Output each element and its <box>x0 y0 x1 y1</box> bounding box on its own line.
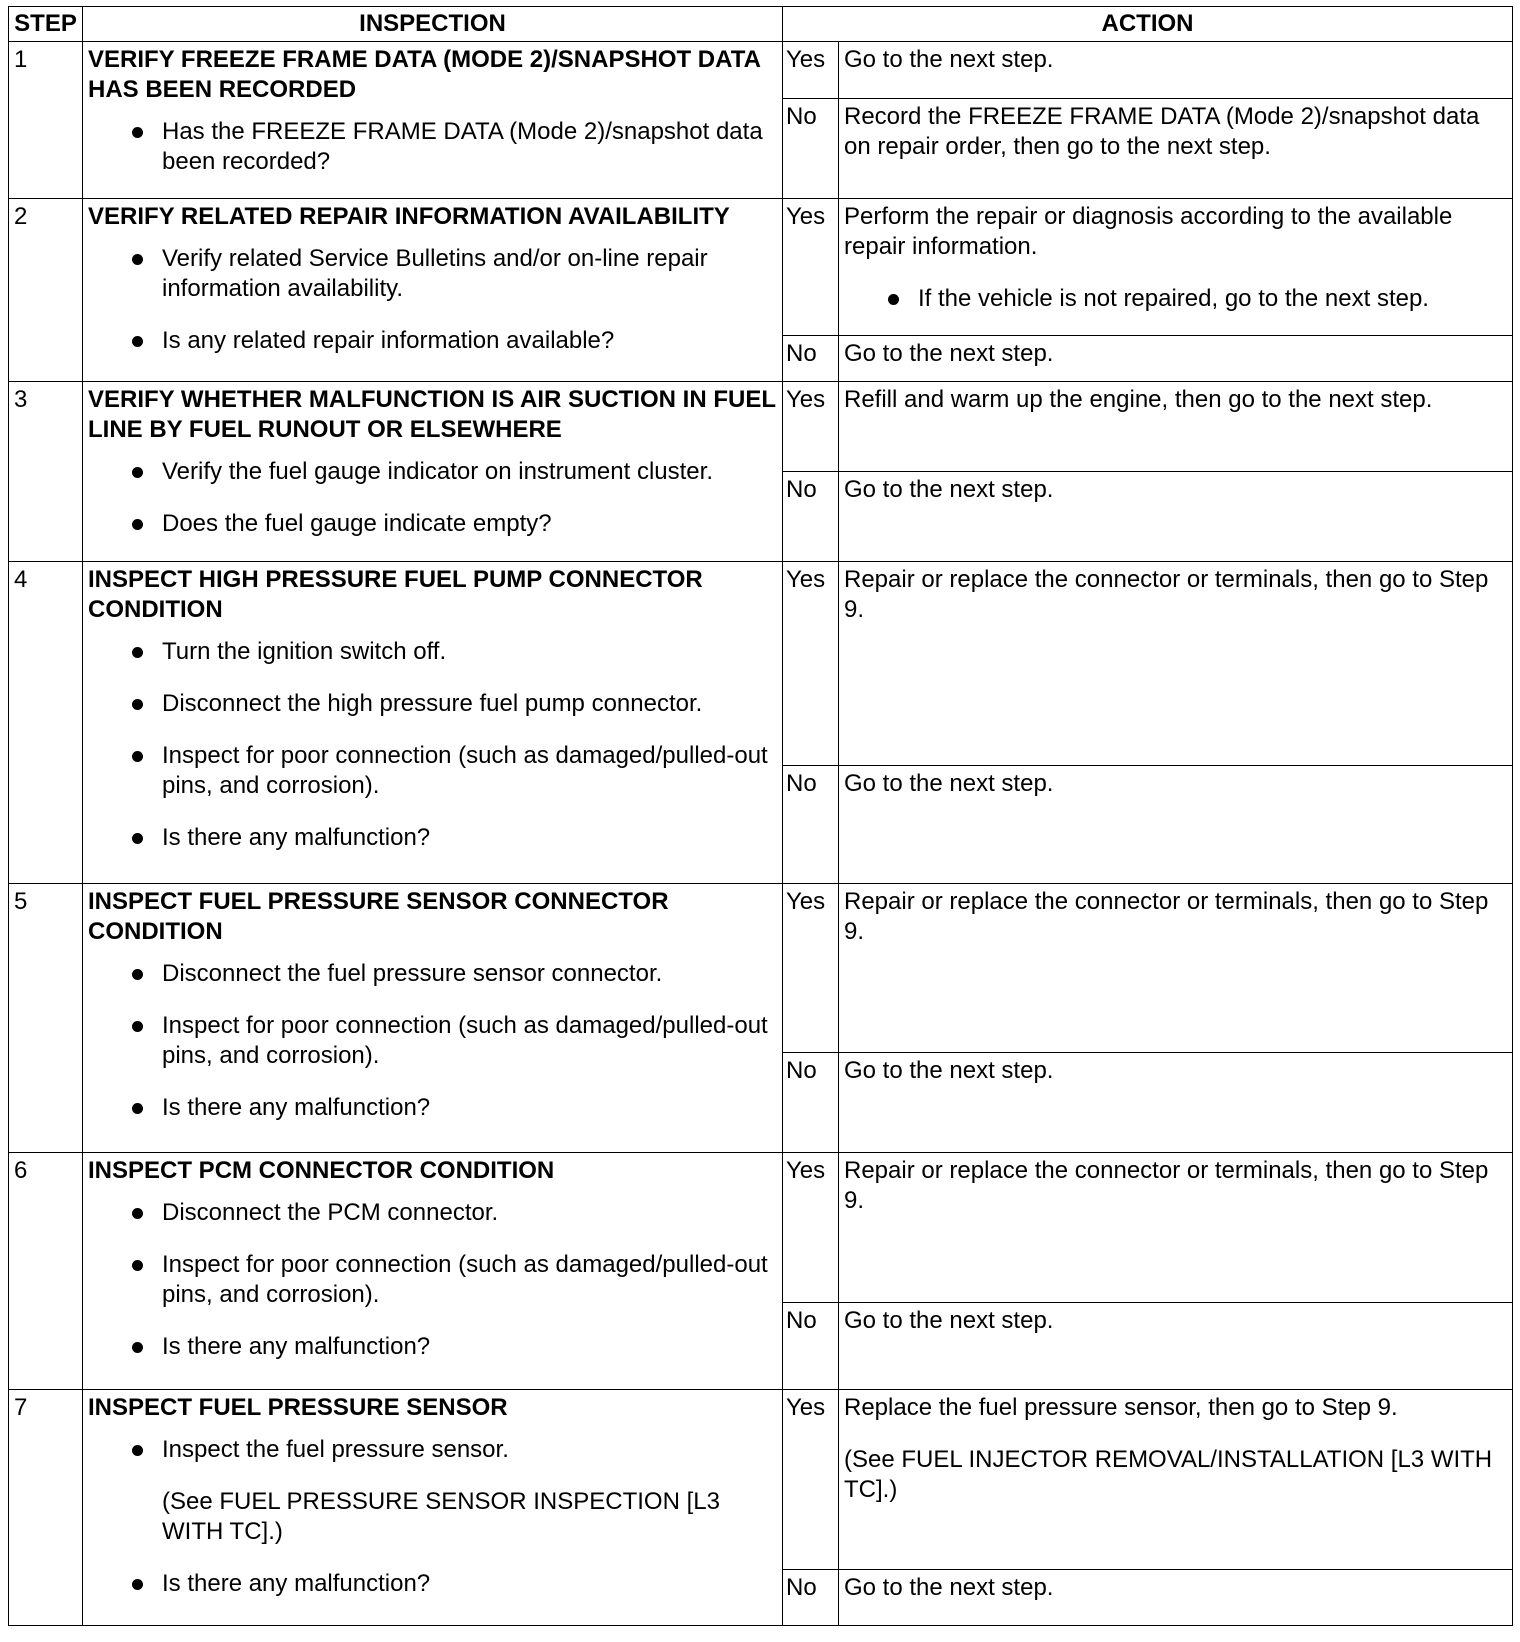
no-action: Go to the next step. <box>839 1570 1513 1626</box>
inspection-bullet: Disconnect the PCM connector. <box>88 1198 776 1228</box>
inspection-title: VERIFY RELATED REPAIR INFORMATION AVAILABILITY <box>88 203 730 230</box>
step-number: 5 <box>9 884 83 1153</box>
inspection-bullet: Is any related repair information available? <box>88 326 776 356</box>
yes-label: Yes <box>783 42 839 99</box>
action-note: (See FUEL INJECTOR REMOVAL/INSTALLATION [L3 WITH TC].) <box>844 1446 1493 1503</box>
table-row <box>9 1390 1513 1570</box>
yes-action: Repair or replace the connector or terminals, then go to Step 9. <box>839 1153 1513 1303</box>
no-label: No <box>783 99 839 199</box>
inspection-bullet: Disconnect the high pressure fuel pump connector. <box>88 689 776 719</box>
step-number: 4 <box>9 562 83 884</box>
yes-action: Refill and warm up the engine, then go to the next step. <box>839 382 1513 472</box>
no-label: No <box>783 1053 839 1153</box>
step-number: 2 <box>9 199 83 382</box>
table-row <box>9 382 1513 472</box>
step-number: 3 <box>9 382 83 562</box>
inspection-bullet: Is there any malfunction? <box>88 1332 776 1362</box>
table-row <box>9 42 1513 99</box>
inspection-bullet: Inspect for poor connection (such as damaged/pulled-out pins, and corrosion). <box>88 1011 776 1071</box>
table-row <box>9 884 1513 1053</box>
no-label: No <box>783 472 839 562</box>
inspection-bullet: Is there any malfunction? <box>88 1569 776 1599</box>
yes-label: Yes <box>783 1153 839 1303</box>
inspection-bullet: Inspect for poor connection (such as damaged/pulled-out pins, and corrosion). <box>88 741 776 801</box>
inspection-cell <box>83 562 783 884</box>
table-row <box>9 562 1513 766</box>
inspection-bullet: Inspect the fuel pressure sensor. <box>88 1435 776 1465</box>
no-action: Go to the next step. <box>839 766 1513 884</box>
yes-action-cell <box>839 1390 1513 1570</box>
yes-action: Go to the next step. <box>839 42 1513 99</box>
diagnostic-procedure-page <box>8 6 1512 1626</box>
yes-action: Perform the repair or diagnosis according to the available repair information. <box>844 203 1453 260</box>
step-number: 7 <box>9 1390 83 1626</box>
yes-label: Yes <box>783 1390 839 1570</box>
no-label: No <box>783 766 839 884</box>
inspection-bullet: Verify related Service Bulletins and/or on-line repair information availability. <box>88 244 776 304</box>
inspection-bullet: Does the fuel gauge indicate empty? <box>88 509 776 539</box>
step-header: STEP <box>9 7 83 42</box>
diagnostic-table <box>8 6 1513 1626</box>
yes-label: Yes <box>783 382 839 472</box>
yes-label: Yes <box>783 562 839 766</box>
inspection-cell <box>83 1390 783 1626</box>
yes-label: Yes <box>783 884 839 1053</box>
inspection-bullet: Turn the ignition switch off. <box>88 637 776 667</box>
inspection-bullet: Is there any malfunction? <box>88 1093 776 1123</box>
inspection-cell <box>83 42 783 199</box>
yes-action: Replace the fuel pressure sensor, then go to Step 9. <box>844 1394 1398 1421</box>
table-row <box>9 199 1513 336</box>
yes-action: Repair or replace the connector or terminals, then go to Step 9. <box>839 884 1513 1053</box>
inspection-cell <box>83 382 783 562</box>
inspection-bullet: Verify the fuel gauge indicator on instrument cluster. <box>88 457 776 487</box>
action-header: ACTION <box>783 7 1513 42</box>
no-action: Go to the next step. <box>839 1053 1513 1153</box>
action-bullet: If the vehicle is not repaired, go to the next step. <box>844 284 1506 314</box>
no-label: No <box>783 336 839 382</box>
table-row <box>9 1153 1513 1303</box>
no-label: No <box>783 1570 839 1626</box>
yes-action-cell <box>839 199 1513 336</box>
inspection-bullet: Has the FREEZE FRAME DATA (Mode 2)/snapshot data been recorded? <box>88 117 776 177</box>
inspection-note: (See FUEL PRESSURE SENSOR INSPECTION [L3 WITH TC].) <box>162 1488 720 1545</box>
step-number: 6 <box>9 1153 83 1390</box>
inspection-cell <box>83 884 783 1153</box>
inspection-title: INSPECT PCM CONNECTOR CONDITION <box>88 1157 555 1184</box>
yes-label: Yes <box>783 199 839 336</box>
step-number: 1 <box>9 42 83 199</box>
inspection-bullet: Is there any malfunction? <box>88 823 776 853</box>
header-row <box>9 7 1513 42</box>
inspection-title: INSPECT HIGH PRESSURE FUEL PUMP CONNECTOR CONDITION <box>88 566 703 623</box>
inspection-bullet: Disconnect the fuel pressure sensor connector. <box>88 959 776 989</box>
yes-action: Repair or replace the connector or terminals, then go to Step 9. <box>839 562 1513 766</box>
inspection-bullet: Inspect for poor connection (such as damaged/pulled-out pins, and corrosion). <box>88 1250 776 1310</box>
no-action: Go to the next step. <box>839 1303 1513 1390</box>
inspection-cell <box>83 1153 783 1390</box>
no-action: Record the FREEZE FRAME DATA (Mode 2)/snapshot data on repair order, then go to the next step. <box>839 99 1513 199</box>
no-label: No <box>783 1303 839 1390</box>
inspection-cell <box>83 199 783 382</box>
inspection-title: VERIFY FREEZE FRAME DATA (MODE 2)/SNAPSHOT DATA HAS BEEN RECORDED <box>88 46 761 103</box>
no-action: Go to the next step. <box>839 472 1513 562</box>
inspection-title: INSPECT FUEL PRESSURE SENSOR CONNECTOR CONDITION <box>88 888 669 945</box>
inspection-title: INSPECT FUEL PRESSURE SENSOR <box>88 1394 508 1421</box>
inspection-title: VERIFY WHETHER MALFUNCTION IS AIR SUCTION IN FUEL LINE BY FUEL RUNOUT OR ELSEWHERE <box>88 386 776 443</box>
no-action: Go to the next step. <box>839 336 1513 382</box>
inspection-header: INSPECTION <box>83 7 783 42</box>
